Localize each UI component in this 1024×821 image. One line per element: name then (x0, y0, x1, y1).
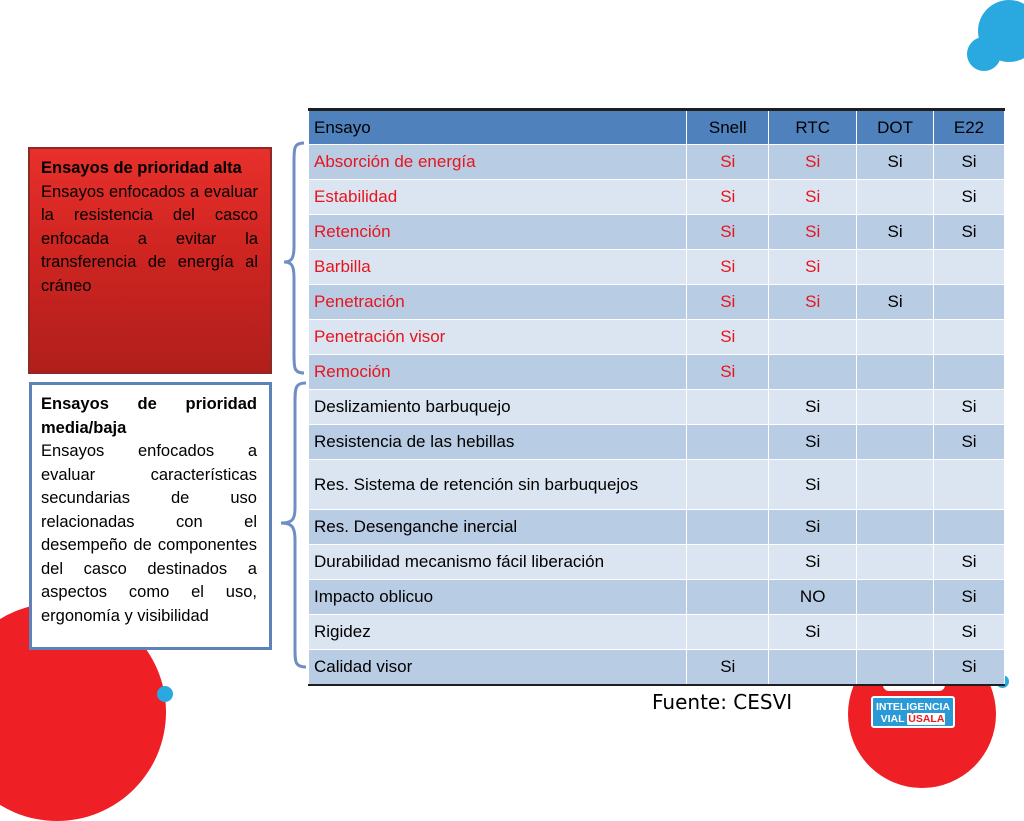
test-name: Res. Sistema de retención sin barbuquejos (309, 460, 687, 510)
dot-cell (857, 180, 934, 215)
decor-circle-blue-top-right-small (967, 37, 1001, 71)
test-name: Calidad visor (309, 650, 687, 686)
test-name: Penetración visor (309, 320, 687, 355)
rtc-cell: Si (769, 460, 857, 510)
dot-cell: Si (857, 215, 934, 250)
dot-cell (857, 390, 934, 425)
table-row (309, 460, 1005, 510)
dot-cell: Si (857, 285, 934, 320)
high-priority-description: Ensayos enfocados a evaluar la resistencia del casco enfocada a evitar la transferencia de energía al cráneo (41, 182, 258, 295)
inteligencia-vial-logo (871, 696, 955, 728)
dot-cell (857, 510, 934, 545)
snell-cell: Si (687, 180, 769, 215)
table-row (309, 215, 1005, 250)
snell-cell (687, 580, 769, 615)
snell-cell: Si (687, 145, 769, 180)
snell-cell: Si (687, 320, 769, 355)
header-dot: DOT (857, 110, 934, 145)
rtc-cell: Si (769, 510, 857, 545)
low-priority-description: Ensayos enfocados a evaluar características secundarias de uso relacionadas con el desempeño de componentes del casco destinados a aspectos como el uso, ergonomía y visibilidad (41, 442, 257, 625)
e22-cell (934, 250, 1005, 285)
table-row (309, 320, 1005, 355)
dot-cell (857, 650, 934, 686)
rtc-cell: Si (769, 215, 857, 250)
snell-cell (687, 390, 769, 425)
table-row (309, 250, 1005, 285)
table-row (309, 650, 1005, 686)
snell-cell: Si (687, 355, 769, 390)
test-name: Estabilidad (309, 180, 687, 215)
e22-cell: Si (934, 180, 1005, 215)
rtc-cell: Si (769, 425, 857, 460)
dot-cell (857, 545, 934, 580)
snell-cell (687, 425, 769, 460)
snell-cell: Si (687, 285, 769, 320)
snell-cell: Si (687, 250, 769, 285)
snell-cell: Si (687, 215, 769, 250)
table-row (309, 545, 1005, 580)
e22-cell: Si (934, 545, 1005, 580)
test-name: Remoción (309, 355, 687, 390)
test-name: Resistencia de las hebillas (309, 425, 687, 460)
snell-cell (687, 510, 769, 545)
logo-line-3: ÚSALA (908, 713, 945, 725)
table-row (309, 355, 1005, 390)
rtc-cell: Si (769, 145, 857, 180)
e22-cell: Si (934, 615, 1005, 650)
e22-cell (934, 320, 1005, 355)
header-snell: Snell (687, 110, 769, 145)
rtc-cell: Si (769, 390, 857, 425)
e22-cell: Si (934, 215, 1005, 250)
dot-cell (857, 615, 934, 650)
rtc-cell: Si (769, 615, 857, 650)
rtc-cell (769, 320, 857, 355)
low-priority-box (29, 382, 272, 650)
e22-cell (934, 460, 1005, 510)
snell-cell (687, 460, 769, 510)
dot-cell (857, 250, 934, 285)
rtc-cell (769, 355, 857, 390)
dot-cell (857, 355, 934, 390)
decor-circle-blue-bottom-left (157, 686, 173, 702)
test-name: Absorción de energía (309, 145, 687, 180)
snell-cell (687, 615, 769, 650)
rtc-cell: Si (769, 180, 857, 215)
table-row (309, 180, 1005, 215)
test-name: Rigidez (309, 615, 687, 650)
table-header-row (309, 110, 1005, 145)
e22-cell: Si (934, 390, 1005, 425)
test-name: Res. Desenganche inercial (309, 510, 687, 545)
table-row (309, 145, 1005, 180)
header-e22: E22 (934, 110, 1005, 145)
e22-cell (934, 355, 1005, 390)
test-comparison-table (308, 108, 1005, 686)
header-ensayo: Ensayo (309, 110, 687, 145)
header-rtc: RTC (769, 110, 857, 145)
test-name: Penetración (309, 285, 687, 320)
logo-line-2: VIAL (880, 713, 905, 725)
test-name: Retención (309, 215, 687, 250)
snell-cell: Si (687, 650, 769, 686)
rtc-cell: NO (769, 580, 857, 615)
rtc-cell: Si (769, 545, 857, 580)
test-name: Deslizamiento barbuquejo (309, 390, 687, 425)
rtc-cell: Si (769, 250, 857, 285)
logo-line-1: INTELIGENCIA (875, 701, 951, 713)
e22-cell: Si (934, 580, 1005, 615)
high-priority-box (28, 147, 272, 374)
e22-cell: Si (934, 145, 1005, 180)
rtc-cell (769, 650, 857, 686)
test-name: Durabilidad mecanismo fácil liberación (309, 545, 687, 580)
e22-cell: Si (934, 425, 1005, 460)
dot-cell: Si (857, 145, 934, 180)
table-row (309, 615, 1005, 650)
dot-cell (857, 425, 934, 460)
left-curly-brace-icon (280, 140, 310, 376)
table-row (309, 580, 1005, 615)
table-row (309, 390, 1005, 425)
table-row (309, 285, 1005, 320)
e22-cell: Si (934, 650, 1005, 686)
test-name: Barbilla (309, 250, 687, 285)
dot-cell (857, 460, 934, 510)
left-curly-brace-icon (276, 380, 312, 670)
source-caption: Fuente: CESVI (652, 690, 793, 714)
test-name: Impacto oblicuo (309, 580, 687, 615)
high-priority-title: Ensayos de prioridad alta (41, 159, 242, 177)
e22-cell (934, 510, 1005, 545)
dot-cell (857, 320, 934, 355)
rtc-cell: Si (769, 285, 857, 320)
dot-cell (857, 580, 934, 615)
low-priority-title: Ensayos de prioridad media/baja (41, 395, 257, 437)
snell-cell (687, 545, 769, 580)
table-row (309, 425, 1005, 460)
e22-cell (934, 285, 1005, 320)
table-row (309, 510, 1005, 545)
